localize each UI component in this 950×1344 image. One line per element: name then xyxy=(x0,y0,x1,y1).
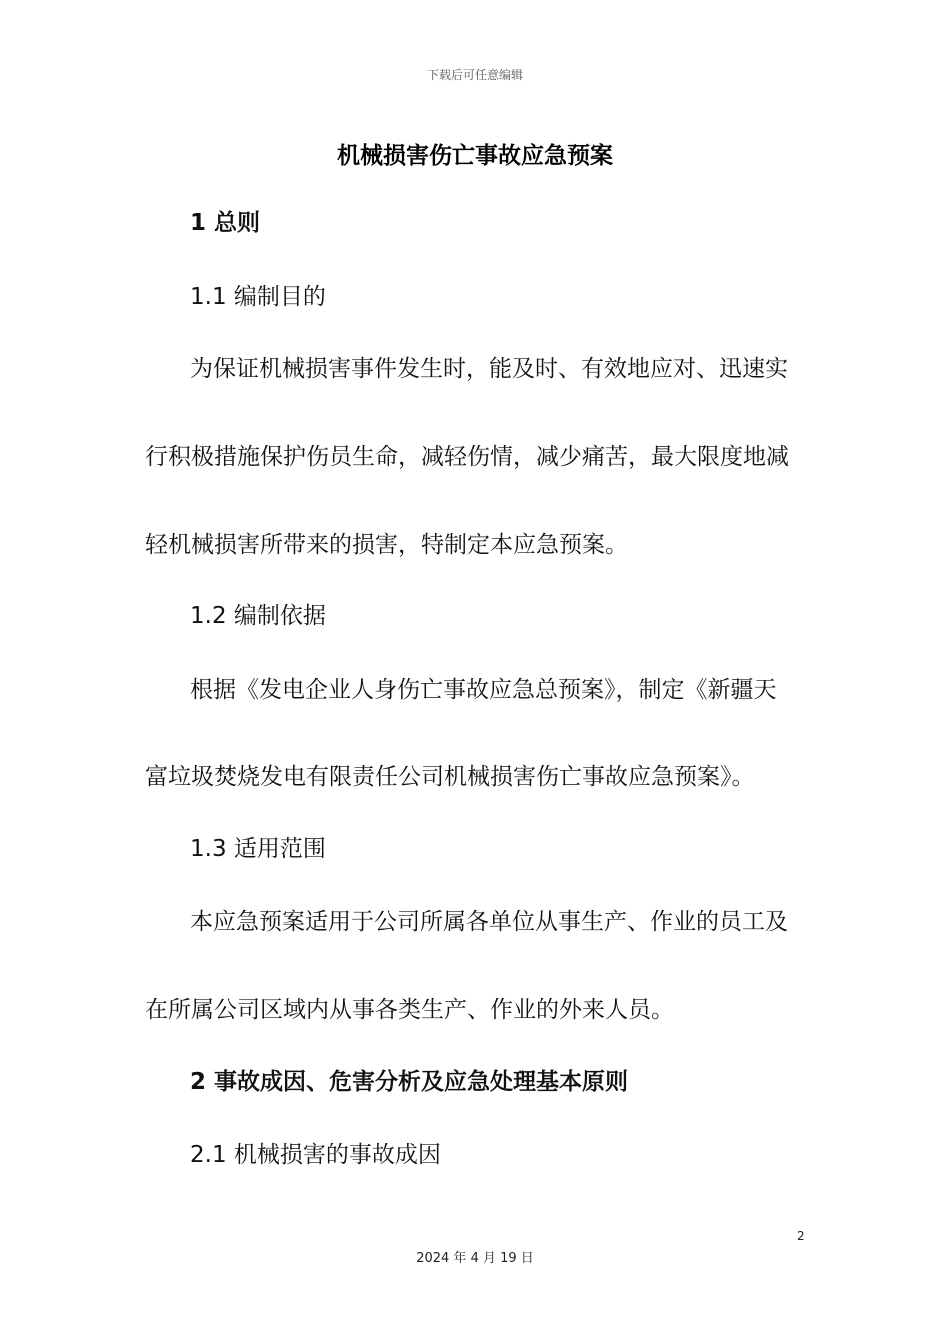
subheading-causes: 2.1 机械损害的事故成因 xyxy=(190,1142,441,1168)
paragraph-line: 本应急预案适用于公司所属各单位从事生产、作业的员工及 xyxy=(190,909,788,935)
document-title: 机械损害伤亡事故应急预案 xyxy=(337,143,613,169)
paragraph-line: 轻机械损害所带来的损害，特制定本应急预案。 xyxy=(145,532,628,558)
footer-date: 2024 年 4 月 19 日 xyxy=(416,1251,534,1266)
paragraph-line: 行积极措施保护伤员生命，减轻伤情，减少痛苦，最大限度地减 xyxy=(145,444,789,470)
page-number: 2 xyxy=(797,1229,805,1243)
paragraph-line: 为保证机械损害事件发生时，能及时、有效地应对、迅速实 xyxy=(190,356,788,382)
heading-general: 1 总则 xyxy=(190,210,261,236)
subheading-scope: 1.3 适用范围 xyxy=(190,836,326,862)
header-note: 下载后可任意编辑 xyxy=(426,68,523,82)
subheading-purpose: 1.1 编制目的 xyxy=(190,284,326,310)
paragraph-line: 根据《发电企业人身伤亡事故应急总预案》，制定《新疆天 xyxy=(190,677,777,703)
paragraph-line: 在所属公司区域内从事各类生产、作业的外来人员。 xyxy=(145,997,674,1023)
heading-causes-principles: 2 事故成因、危害分析及应急处理基本原则 xyxy=(190,1069,629,1095)
paragraph-line: 富垃圾焚烧发电有限责任公司机械损害伤亡事故应急预案》。 xyxy=(145,764,755,790)
subheading-basis: 1.2 编制依据 xyxy=(190,603,326,629)
